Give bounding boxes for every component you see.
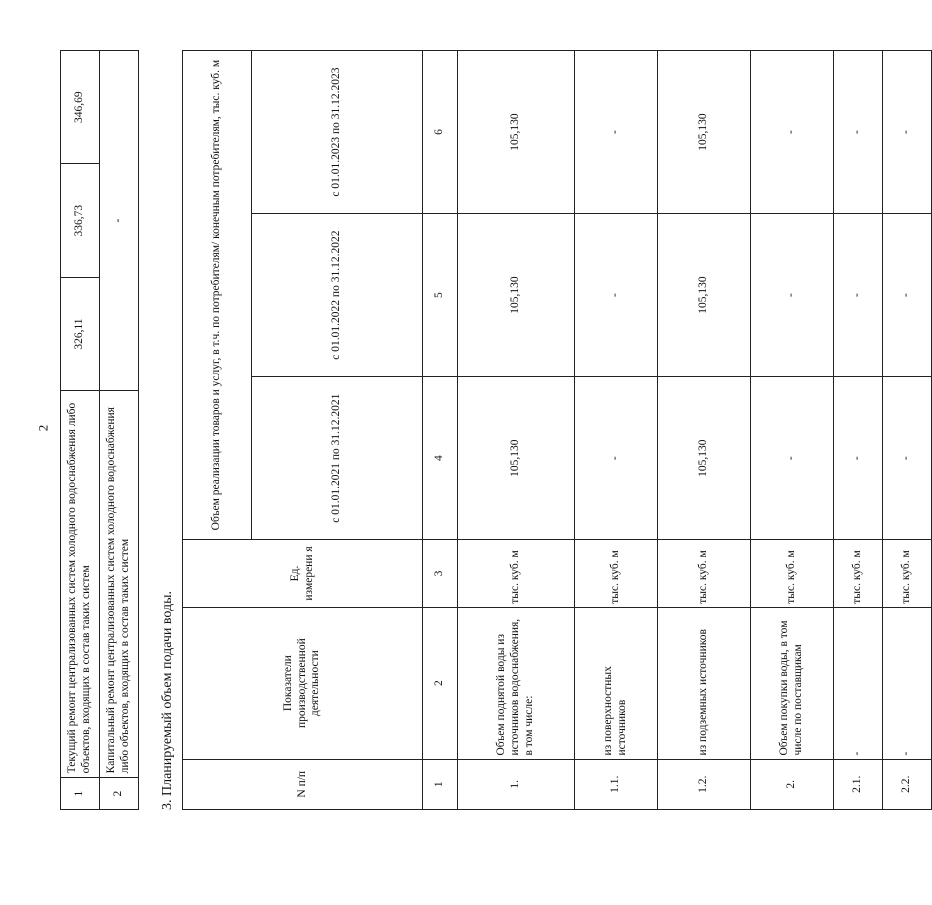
value-cell: 105,130 — [658, 51, 751, 214]
header-row — [183, 51, 252, 810]
table-row — [658, 51, 751, 810]
row-unit: тыс. куб. м — [458, 540, 575, 608]
value-cell: - — [883, 377, 932, 540]
value-cell: - — [883, 51, 932, 214]
header-period: с 01.01.2021 по 31.12.2021 — [252, 377, 423, 540]
header-group: Объем реализации товаров и услуг, в т.ч. по потребителям/ конечным потребителям, тыс. куб. м — [183, 51, 252, 540]
rotated-page-content — [60, 30, 913, 810]
table-row — [100, 51, 139, 810]
value-cell: - — [834, 51, 883, 214]
column-index: 1 — [423, 759, 458, 809]
value-cell: - — [834, 214, 883, 377]
row-number: 1. — [458, 759, 575, 809]
value-cell: 336,73 — [61, 164, 100, 277]
column-index: 6 — [423, 51, 458, 214]
table-row — [751, 51, 834, 810]
value-cell: 105,130 — [458, 51, 575, 214]
merged-value-cell: - — [100, 51, 139, 391]
column-index: 3 — [423, 540, 458, 608]
row-name: - — [834, 607, 883, 759]
table-row — [834, 51, 883, 810]
value-cell: - — [883, 214, 932, 377]
value-cell: - — [834, 377, 883, 540]
row-name: Капитальный ремонт централизованных систем холодного водоснабжения либо объектов, входящих в состав таких систем — [100, 391, 139, 778]
section-title: 3. Планируемый объем подачи воды. — [160, 590, 175, 810]
column-index: 4 — [423, 377, 458, 540]
page-number: 2 — [35, 424, 51, 432]
row-number: 2.2. — [883, 759, 932, 809]
header-period: с 01.01.2022 по 31.12.2022 — [252, 214, 423, 377]
repair-cost-table — [60, 50, 139, 810]
value-cell: - — [575, 214, 658, 377]
value-cell: - — [751, 51, 834, 214]
header-period: с 01.01.2023 по 31.12.2023 — [252, 51, 423, 214]
row-unit: тыс. куб. м — [751, 540, 834, 608]
row-number: 1.1. — [575, 759, 658, 809]
row-number: 1 — [61, 778, 100, 810]
value-cell: 105,130 — [458, 377, 575, 540]
row-unit: тыс. куб. м — [575, 540, 658, 608]
row-name: Текущий ремонт централизованных систем холодного водоснабжения либо объектов, входящих в состав таких систем — [61, 391, 100, 778]
value-cell: 105,130 — [658, 214, 751, 377]
row-number: 2. — [751, 759, 834, 809]
row-unit: тыс. куб. м — [834, 540, 883, 608]
row-number: 2.1. — [834, 759, 883, 809]
row-name: - — [883, 607, 932, 759]
row-unit: тыс. куб. м — [658, 540, 751, 608]
row-name: из подземных источников — [658, 607, 751, 759]
row-name: Объем поднятой воды из источников водоснабжения, в том числе: — [458, 607, 575, 759]
header-indicator: Показатели производственной деятельности — [183, 607, 423, 759]
table-row — [61, 51, 100, 810]
value-cell: 105,130 — [458, 214, 575, 377]
row-number: 1.2. — [658, 759, 751, 809]
row-name: Объем покупки воды, в том числе по поставщикам — [751, 607, 834, 759]
value-cell: 105,130 — [658, 377, 751, 540]
column-index: 2 — [423, 607, 458, 759]
table-row — [575, 51, 658, 810]
value-cell: 326,11 — [61, 277, 100, 390]
column-index: 5 — [423, 214, 458, 377]
header-num: N п/п — [183, 759, 423, 809]
row-number: 2 — [100, 778, 139, 810]
column-index-row — [423, 51, 458, 810]
value-cell: - — [575, 51, 658, 214]
value-cell: - — [751, 214, 834, 377]
row-unit: тыс. куб. м — [883, 540, 932, 608]
value-cell: - — [751, 377, 834, 540]
value-cell: 346,69 — [61, 51, 100, 164]
header-unit: Ед. измерени я — [183, 540, 423, 608]
row-name: из поверхностных источников — [575, 607, 658, 759]
table-row — [883, 51, 932, 810]
value-cell: - — [575, 377, 658, 540]
water-supply-table — [182, 50, 932, 810]
table-row — [458, 51, 575, 810]
